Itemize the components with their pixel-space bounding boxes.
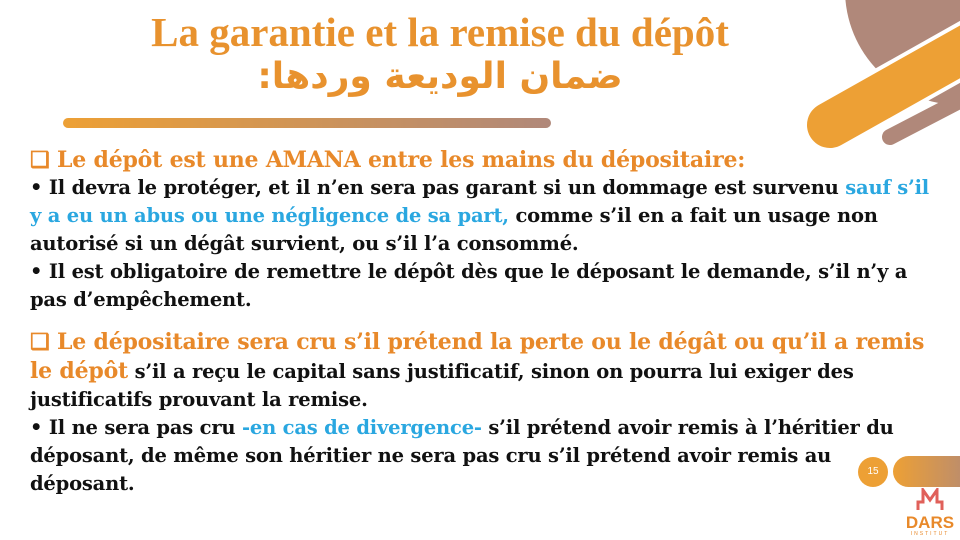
text: • Il ne sera pas cru [30, 416, 242, 439]
section1-paragraph1 [30, 174, 930, 258]
slide-content [30, 146, 930, 498]
section1-paragraph2: • Il est obligatoire de remettre le dépôt dès que le déposant le demande, s’il n’y a pas d’empêchement. [30, 260, 908, 311]
logo-text: DARS [905, 513, 955, 532]
highlight-text: sauf s’il y a eu un abus ou une négligence de sa part, [30, 176, 930, 227]
title-divider [63, 118, 551, 128]
text: s’il prétend avoir remis à l’héritier du déposant, de même son héritier ne sera pas cru s’il prétend avoir remis au déposant. [30, 416, 894, 495]
logo-mark-icon [915, 488, 945, 510]
logo-subtext: INSTITUT [910, 531, 950, 537]
section1-heading: ❑ Le dépôt est une AMANA entre les mains du dépositaire: [30, 147, 746, 173]
text: s’il a reçu le capital sans justificatif, sinon on pourra lui exiger des justificatifs prouvant la remise. [30, 360, 854, 411]
section2-heading: ❑ Le dépositaire sera cru s’il prétend la perte ou le dégât ou qu’il a remis le dépôt [30, 329, 925, 384]
slide-title: La garantie et la remise du dépôt [151, 9, 729, 55]
text: • Il devra le protéger, et il n’en sera pas garant si un dommage est survenu [30, 176, 846, 199]
arabic-title: ضمان الوديعة وردها: [257, 56, 623, 97]
decorative-pill [893, 456, 960, 487]
page-number: 15 [858, 457, 888, 487]
section2-paragraph1 [30, 328, 930, 414]
highlight-text: -en cas de divergence- [241, 416, 482, 439]
dars-logo [900, 488, 960, 537]
section2-paragraph2 [30, 414, 930, 498]
text: comme s’il en a fait un usage non autorisé si un dégât survient, ou s’il l’a consommé. [30, 204, 878, 255]
